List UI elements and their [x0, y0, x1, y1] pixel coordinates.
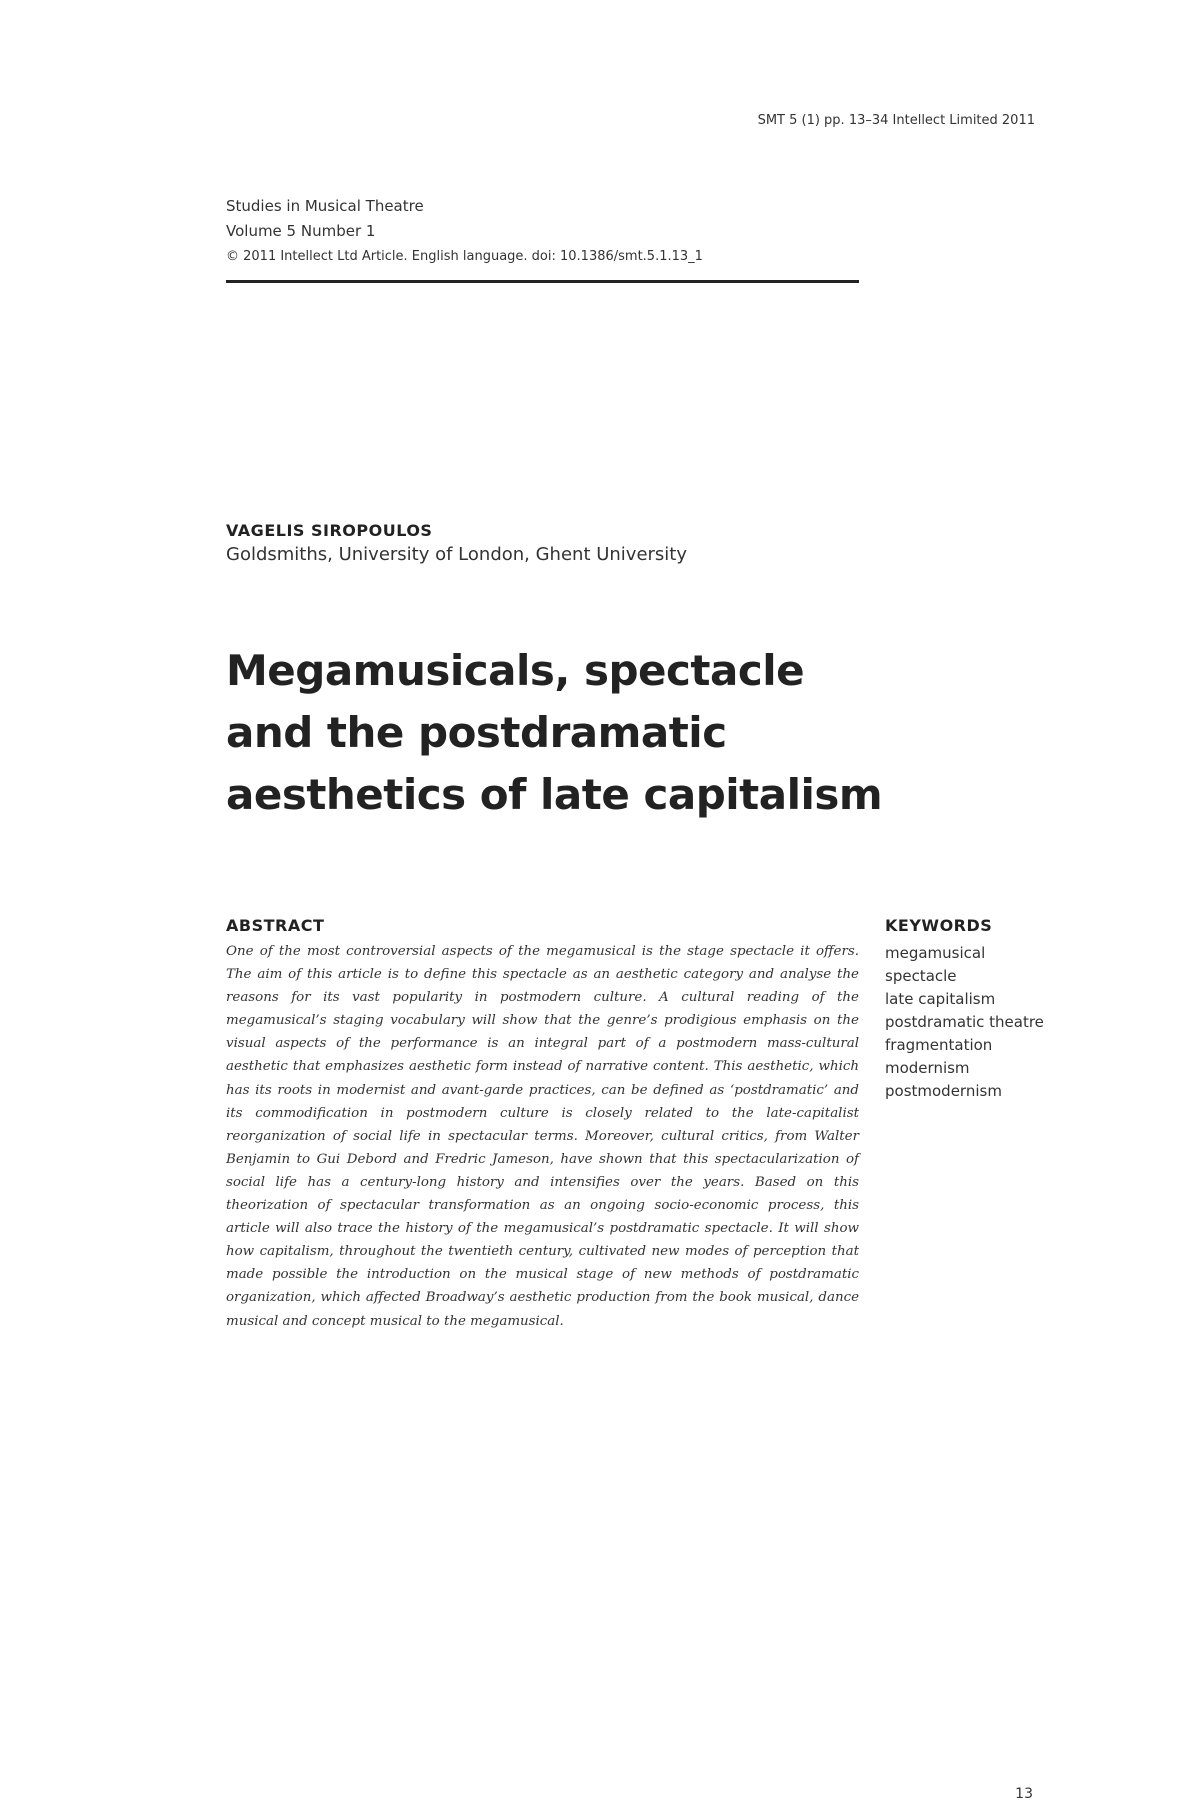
abstract-heading: ABSTRACT — [226, 916, 325, 935]
header-rule — [226, 280, 859, 283]
author-affiliation: Goldsmiths, University of London, Ghent University — [226, 544, 688, 565]
journal-info — [226, 194, 859, 269]
journal-volume: Volume 5 Number 1 — [226, 222, 376, 240]
author-name: VAGELIS SIROPOULOS — [226, 521, 433, 540]
running-head: SMT 5 (1) pp. 13–34 Intellect Limited 2011 — [757, 113, 1035, 128]
keyword-item: modernism — [885, 1059, 970, 1077]
keyword-item: megamusical — [885, 944, 986, 962]
keywords-list — [885, 942, 1044, 1103]
page-number: 13 — [1015, 1786, 1033, 1802]
keyword-item: postmodernism — [885, 1082, 1002, 1100]
journal-meta: © 2011 Intellect Ltd Article. English language. doi: 10.1386/smt.5.1.13_1 — [226, 249, 703, 264]
article-title: Megamusicals, spectacle and the postdramatic aesthetics of late capitalism — [226, 646, 883, 819]
keyword-item: postdramatic theatre — [885, 1013, 1044, 1031]
abstract-text: One of the most controversial aspects of the megamusical is the stage spectacle it offers. The aim of this article is to define this spectacle as an aesthetic category and analyse the reasons for its vast popularity in postmodern culture. A cultural reading of the megamusical’s staging vocabulary will show that the genre’s prodigious emphasis on the visual aspects of the performance is an integral part of a postmodern mass-cultural aesthetic that emphasizes aesthetic form instead of narrative content. This aesthetic, which has its roots in modernist and avant-garde practices, can be defined as ‘postdramatic’ and its commodification in postmodern culture is closely related to the late-capitalist reorganization of social life in spectacular terms. Moreover, cultural critics, from Walter Benjamin to Gui Debord and Fredric Jameson, have shown that this spectacularization of social life has a century-long history and intensifies over the years. Based on this theorization of spectacular transformation as an ongoing socio-economic process, this article will also trace the history of the megamusical’s postdramatic spectacle. It will show how capitalism, throughout the twentieth century, cultivated new modes of perception that made possible the introduction on the musical stage of new methods of postdramatic organization, which affected Broadway’s aesthetic production from the book musical, dance musical and concept musical to the megamusical. — [226, 944, 859, 1329]
journal-name: Studies in Musical Theatre — [226, 197, 424, 215]
keywords-heading: KEYWORDS — [885, 916, 993, 935]
keyword-item: fragmentation — [885, 1036, 993, 1054]
keyword-item: late capitalism — [885, 990, 996, 1008]
keyword-item: spectacle — [885, 967, 957, 985]
